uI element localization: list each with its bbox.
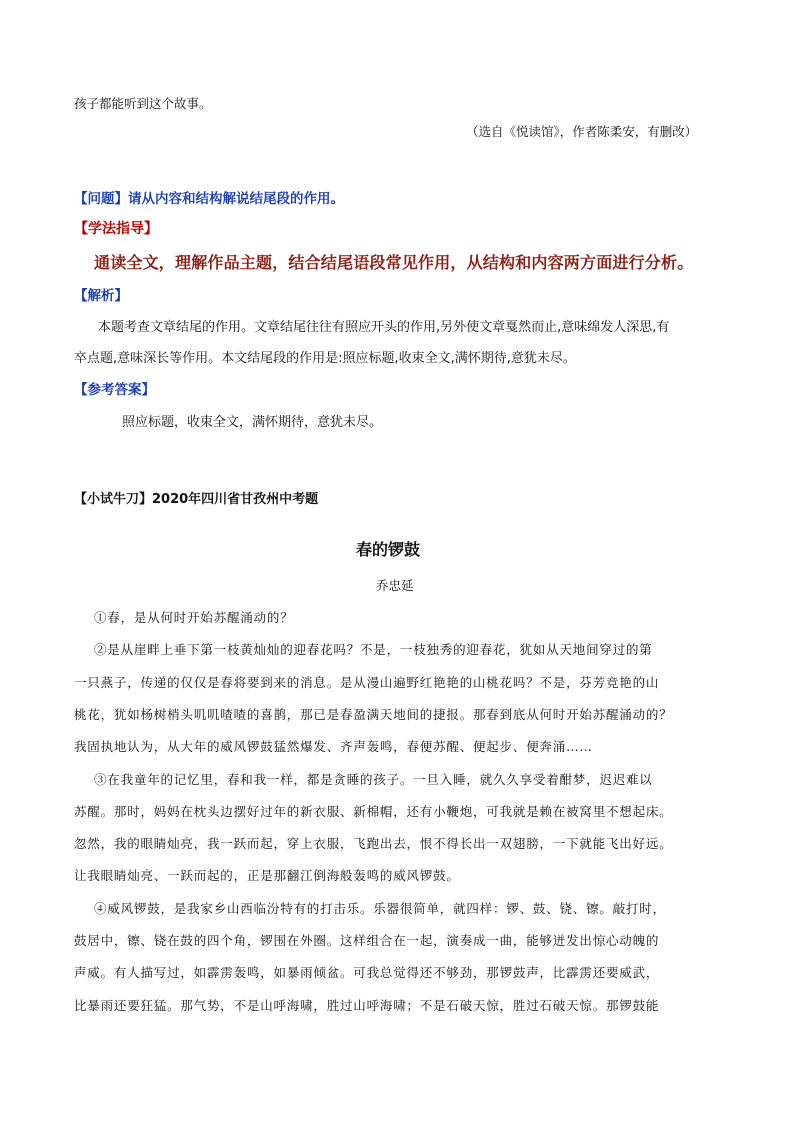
question-block: [74, 187, 344, 207]
article-line: ④威风锣鼓，是我家乡山西临汾特有的打击乐。乐器很简单，就四样：锣、鼓、铙、镲。敲打时，: [94, 901, 666, 916]
article-line: 一只燕子，传递的仅仅是春将要到来的消息。是从漫山遍野红艳艳的山桃花吗？不是，芬芳竞艳的山: [74, 675, 660, 690]
article-line: ③在我童年的记忆里，春和我一样，都是贪睡的孩子。一旦入睡，就久久享受着酣梦，迟迟难以: [94, 772, 653, 787]
analysis-line-2: 卒点题,意味深长等作用。本文结尾段的作用是:照应标题,收束全文,满怀期待,意犹未尽。: [74, 351, 576, 366]
question-text: 请从内容和结构解说结尾段的作用。: [128, 191, 344, 207]
article-line: ②是从崖畔上垂下第一枝黄灿灿的迎春花吗？不是，一枝独秀的迎春花，犹如从天地间穿过的第: [94, 642, 653, 657]
guide-text: 通读全文，理解作品主题，结合结尾语段常见作用，从结构和内容两方面进行分析。: [94, 253, 694, 272]
source-note: （选自《悦读馆》，作者陈柔安，有删改）: [466, 124, 698, 139]
article-line: 苏醒。那时，妈妈在枕头边摆好过年的新衣服、新棉帽，还有小鞭炮，可我就是赖在被窝里不想起床。: [74, 804, 673, 819]
analysis-tag: 【解析】: [74, 288, 128, 304]
article-line: 我固执地认为，从大年的威风锣鼓猛然爆发、齐声轰鸣，春便苏醒、便起步、便奔涌……: [74, 739, 593, 754]
article-line: 忽然，我的眼睛灿亮，我一跃而起，穿上衣服，飞跑出去，恨不得长出一双翅膀，一下就能飞出好远。: [74, 836, 673, 851]
question-tag: 【问题】: [74, 191, 128, 207]
answer-text: 照应标题，收束全文，满怀期待，意犹未尽。: [122, 415, 383, 430]
article-line: 鼓居中，镲、铙在鼓的四个角，锣围在外圈。这样组合在一起，演奏成一曲，能够迸发出惊心动魄的: [74, 933, 660, 948]
exercise-heading: 【小试牛刀】2020年四川省甘孜州中考题: [74, 492, 319, 507]
continuation-text: 孩子都能听到这个故事。: [74, 96, 212, 111]
answer-tag: 【参考答案】: [74, 382, 155, 398]
article-line: 比暴雨还要狂猛。那气势，不是山呼海啸，胜过山呼海啸；不是石破天惊，胜过石破天惊。那锣鼓能: [74, 998, 660, 1013]
article-author: 乔忠延: [376, 578, 414, 593]
article-line: 声威。有人描写过，如霹雳轰鸣，如暴雨倾盆。可我总觉得还不够劲，那锣鼓声，比霹雳还要威武，: [74, 965, 660, 980]
guide-tag: 【学法指导】: [74, 221, 158, 237]
article-line: ①春，是从何时开始苏醒涌动的？: [94, 610, 294, 625]
article-title: 春的锣鼓: [356, 540, 421, 559]
article-line: 桃花，犹如杨树梢头叽叽喳喳的喜鹊，那已是春盈满天地间的捷报。那春到底从何时开始苏醒涌动的？: [74, 707, 673, 722]
analysis-line-1: 本题考查文章结尾的作用。文章结尾往往有照应开头的作用,另外使文章戛然而止,意味绵发人深思,有: [98, 320, 670, 335]
article-line: 让我眼睛灿亮、一跃而起的，正是那翻江倒海般轰鸣的威风锣鼓。: [74, 868, 460, 883]
